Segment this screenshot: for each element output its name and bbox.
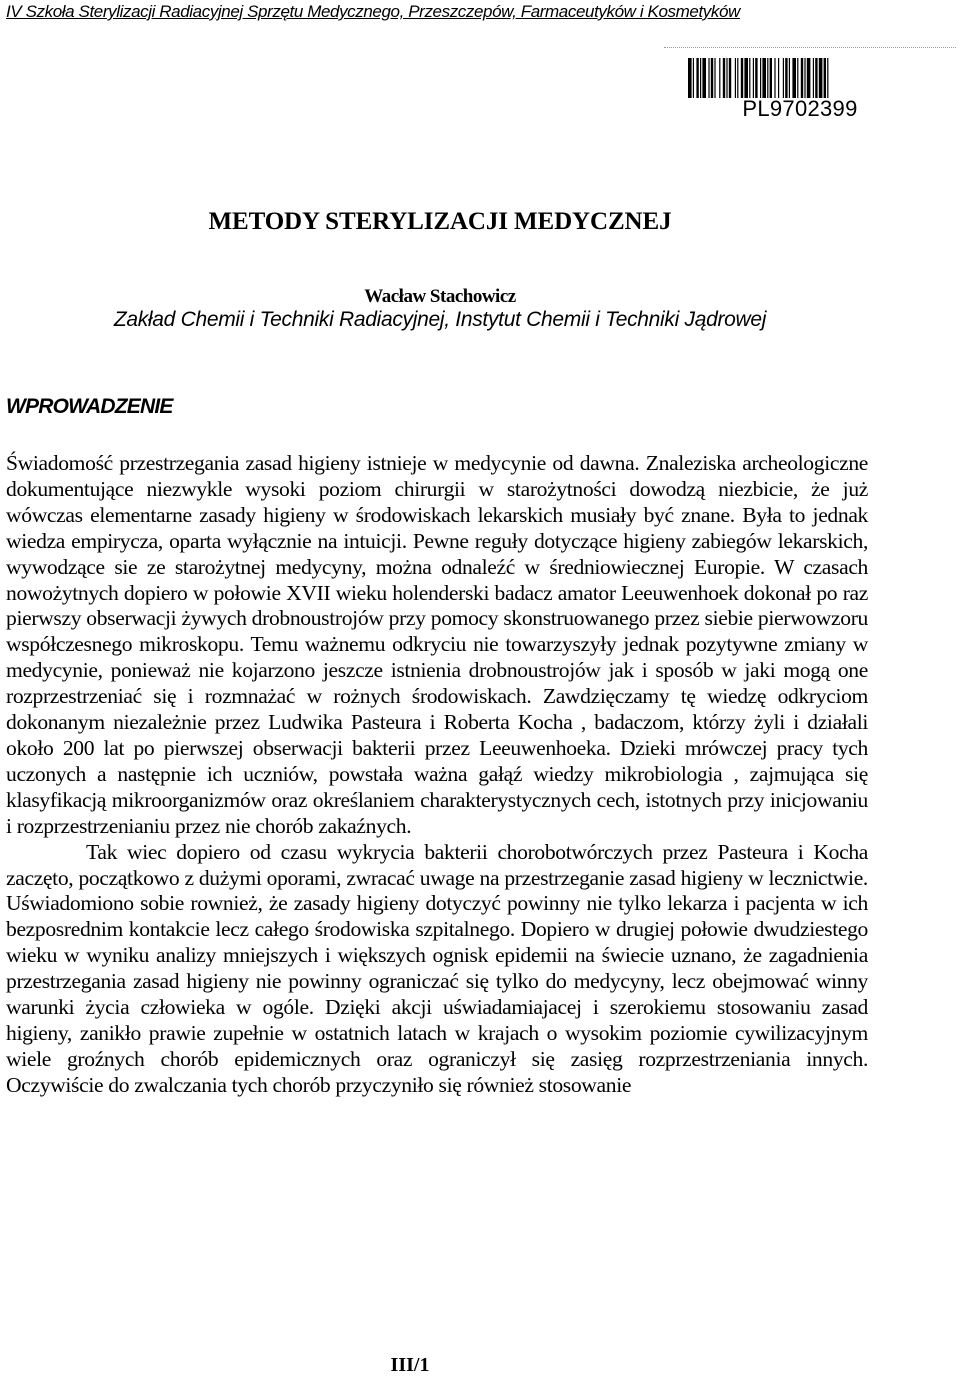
- barcode-bar: [700, 58, 701, 98]
- barcode: [688, 58, 891, 98]
- page-number: III/1: [390, 1354, 430, 1376]
- barcode-bar: [813, 58, 814, 98]
- barcode-bar: [783, 58, 784, 98]
- barcode-bar: [741, 58, 743, 98]
- barcode-bar: [702, 58, 706, 98]
- author-name: Wacław Stachowicz: [364, 286, 516, 307]
- barcode-bar: [760, 58, 761, 98]
- barcode-bar: [824, 58, 826, 98]
- barcode-bar: [711, 58, 713, 98]
- barcode-bar: [737, 58, 738, 98]
- author-affiliation: Zakład Chemii i Techniki Radiacyjnej, Instytut Chemii i Techniki Jądrowej: [113, 308, 767, 331]
- barcode-bar: [755, 58, 757, 98]
- barcode-bar: [714, 58, 715, 98]
- barcode-bar: [726, 58, 727, 98]
- barcode-bar: [789, 58, 790, 98]
- barcode-bar: [770, 58, 772, 98]
- barcode-bar: [688, 58, 692, 98]
- barcode-bar: [815, 58, 817, 98]
- barcode-bar: [693, 58, 694, 98]
- barcode-bar: [729, 58, 731, 98]
- barcode-bar: [785, 58, 787, 98]
- barcode-bar: [792, 58, 796, 98]
- barcode-bar: [819, 58, 823, 98]
- barcode-bar: [735, 58, 736, 98]
- header-divider: [664, 47, 956, 48]
- barcode-bar: [774, 58, 775, 98]
- barcode-bar: [778, 58, 779, 98]
- barcode-bar: [744, 58, 748, 98]
- section-heading: WPROWADZENIE: [6, 395, 173, 418]
- barcode-bar: [696, 58, 698, 98]
- report-number: PL9702399: [742, 96, 858, 121]
- barcode-bar: [807, 58, 811, 98]
- barcode-bar: [708, 58, 709, 98]
- barcode-bar: [762, 58, 766, 98]
- barcode-bar: [723, 58, 725, 98]
- barcode-bar: [753, 58, 754, 98]
- barcode-bar: [719, 58, 720, 98]
- barcode-bar: [797, 58, 798, 98]
- body-text: [6, 451, 868, 1099]
- barcode-bar: [749, 58, 750, 98]
- document-title: METODY STERYLIZACJI MEDYCZNEJ: [208, 208, 672, 235]
- running-header: IV Szkoła Sterylizacji Radiacyjnej Sprzętu Medycznego, Przeszczepów, Farmaceutyków i Kosmetyków: [6, 2, 740, 21]
- paragraph: Świadomość przestrzegania zasad higieny istnieje w medycynie od dawna. Znaleziska archeologiczne dokumentujące niezwykle wysoki poziom chirurgii w starożytności dowodzą niezbicie, że już wówczas elementarne zasady higieny w środowiskach lekarskich musiały być znane. Była to jednak wiedza empirycza, oparta wyłącznie na intuicji. Pewne reguły dotyczące higieny zabiegów lekarskich, wywodzące sie ze starożytnej medycyny, można odnaleźć w średniowiecznej Europie. W czasach nowożytnych dopiero w połowie XVII wieku holenderski badacz amator Leeuwenhoek dokonał po raz pierwszy obserwacji żywych drobnoustrojów przy pomocy skonstruowanego przez siebie pierwowzoru współczesnego mikroskopu. Temu ważnemu odkryciu nie towarzyszyły jednak pozytywne zmiany w medycynie, ponieważ nie kojarzono jeszcze istnienia drobnoustrojów jak i sposób w jaki mogą one rozprzestrzeniać się i rozmnażać w rożnych środowiskach. Zawdzięczamy tę wiedzę odkryciom dokonanym niezależnie przez Ludwika Pasteura i Roberta Kocha , badaczom, którzy żyli i działali około 200 lat po pierwszej obserwacji bakterii przez Leeuwenhoeka. Dzieki mrówczej pracy tych uczonych a następnie ich uczniów, powstała ważna gałąź wiedzy mikrobiologia , zajmująca się klasyfikacją mikroorganizmów oraz określaniem charakterystycznych cech, istotnych przy inicjowaniu i rozprzestrzenianiu przez nie chorób zakaźnych.: [6, 451, 868, 838]
- paragraph: Tak wiec dopiero od czasu wykrycia bakterii chorobotwórczych przez Pasteura i Kocha zaczęto, początkowo z dużymi oporami, zwracać uwage na przestrzeganie zasad higieny w lecznictwie. Uświadomiono sobie rownież, że zasady higieny dotyczyć powinny nie tylko lekarza i pacjenta w ich bezposrednim kontakcie lecz całego środowiska szpitalnego. Dopiero w drugiej połowie dwudziestego wieku w wyniku analizy mniejszych i większych ognisk epidemii na świecie uznano, że zagadnienia przestrzegania zasad higieny nie powinny ograniczać się tylko do medycyny, lecz obejmować winny warunki życia człowieka w ogóle. Dzięki akcji uświadamiajacej i szerokiemu stosowaniu zasad higieny, zanikło prawie zupełnie w ostatnich latach w krajach o wysokim poziomie cywilizacyjnym wiele groźnych chorób epidemicznych oraz ograniczył się zasięg rozprzestrzeniania innych. Oczywiście do zwalczania tych chorób przyczyniło się również stosowanie: [6, 839, 868, 1097]
- barcode-bar: [801, 58, 803, 98]
- barcode-bar: [827, 58, 828, 98]
- barcode-bar: [804, 58, 805, 98]
- barcode-bar: [767, 58, 768, 98]
